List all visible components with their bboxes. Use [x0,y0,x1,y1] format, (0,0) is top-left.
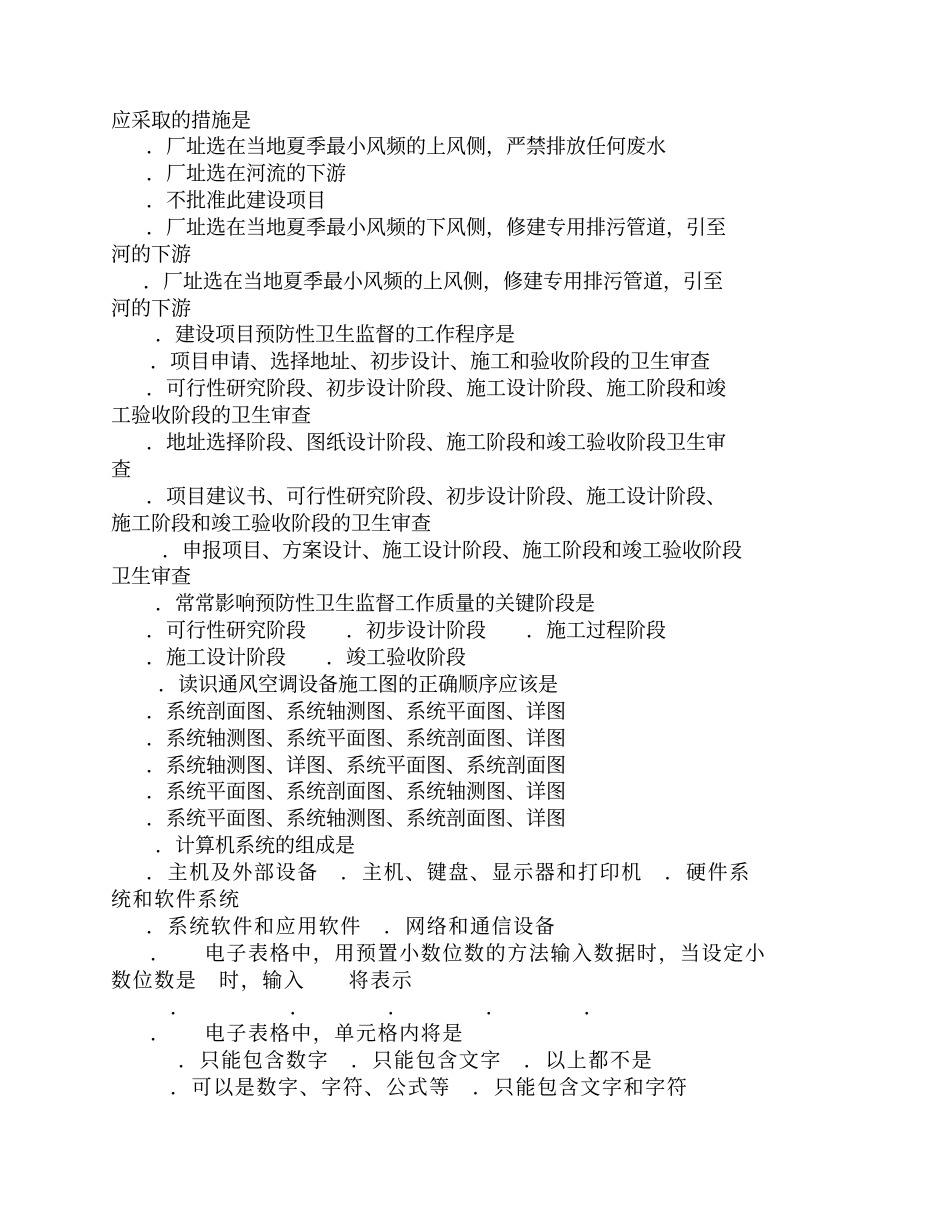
question-line: ．计算机系统的组成是 [155,833,355,857]
option-line: ．厂址选在当地夏季最小风频的上风侧，修建专用排污管道，引至 [143,269,723,293]
option-line: ．系统轴测图、系统平面图、系统剖面图、详图 [146,726,566,750]
text-line: 数位数是 时，输入 将表示 [111,968,414,992]
text-line: 应采取的措施是 [111,108,251,132]
text-line: 统和软件系统 [111,887,241,911]
question-line: ．读识通风空调设备施工图的正确顺序应该是 [158,672,558,696]
text-line: 施工阶段和竣工验收阶段的卫生审查 [111,511,431,535]
text-line: 河的下游 [111,296,191,320]
option-line: ．系统软件和应用软件 ．网络和通信设备 [146,914,557,938]
option-line: ．可行性研究阶段 ．初步设计阶段 ．施工过程阶段 [146,618,666,642]
question-line: ．建设项目预防性卫生监督的工作程序是 [155,322,515,346]
option-line: ．系统剖面图、系统轴测图、系统平面图、详图 [146,699,566,723]
question-line: ．常常影响预防性卫生监督工作质量的关键阶段是 [155,591,595,615]
option-line: ．申报项目、方案设计、施工设计阶段、施工阶段和竣工验收阶段 [162,538,742,562]
text-line: 查 [111,457,131,481]
option-line: ．只能包含数字 ．只能包含文字 ．以上都不是 [178,1048,654,1072]
option-line: ．系统轴测图、详图、系统平面图、系统剖面图 [146,753,566,777]
text-line: 河的下游 [111,242,191,266]
option-line: ．项目建议书、可行性研究阶段、初步设计阶段、施工设计阶段、 [146,484,726,508]
text-line: 工验收阶段的卫生审查 [111,403,311,427]
question-line: ． 电子表格中，单元格内将是 [150,1021,464,1045]
option-line: ．地址选择阶段、图纸设计阶段、施工阶段和竣工验收阶段卫生审 [146,430,726,454]
question-line: ． 电子表格中，用预置小数位数的方法输入数据时，当设定小 [150,941,767,965]
option-line: ．项目申请、选择地址、初步设计、施工和验收阶段的卫生审查 [150,349,710,373]
option-line: ．厂址选在河流的下游 [146,161,346,185]
option-line: ． ． ． ． ． [170,995,606,1019]
option-line: ．厂址选在当地夏季最小风频的上风侧，严禁排放任何废水 [146,134,666,158]
option-line: ．可以是数字、字符、公式等 ．只能包含文字和字符 [170,1075,689,1099]
text-line: 卫生审查 [111,564,191,588]
option-line: ．不批准此建设项目 [146,188,326,212]
option-line: ．系统平面图、系统轴测图、系统剖面图、详图 [146,806,566,830]
option-line: ．可行性研究阶段、初步设计阶段、施工设计阶段、施工阶段和竣 [146,376,726,400]
option-line: ．系统平面图、系统剖面图、系统轴测图、详图 [146,779,566,803]
option-line: ．施工设计阶段 ．竣工验收阶段 [146,645,466,669]
option-line: ．厂址选在当地夏季最小风频的下风侧，修建专用排污管道，引至 [146,215,726,239]
option-line: ．主机及外部设备 ．主机、键盘、显示器和打印机 ．硬件系 [146,860,751,884]
